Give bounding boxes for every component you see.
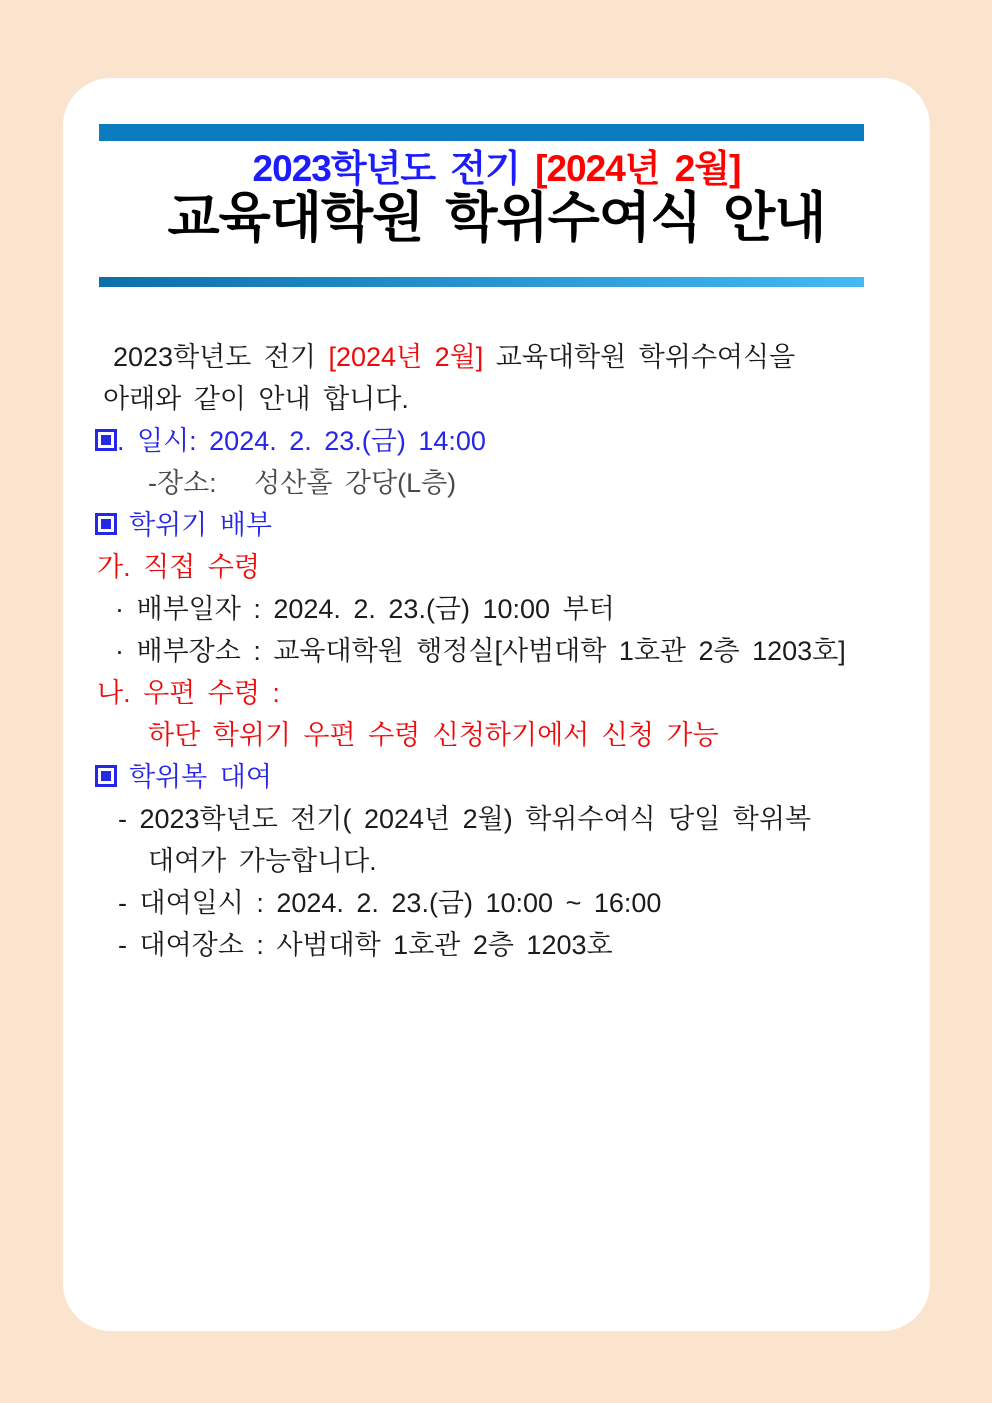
rental-place-line: - 대여장소 : 사범대학 1호관 2층 1203호 bbox=[118, 930, 613, 960]
main-title: 교육대학원 학위수여식 안내 bbox=[167, 188, 826, 248]
intro-line-2: 아래와 같이 안내 합니다. bbox=[103, 384, 409, 414]
subtitle-date: [2024년 2월] bbox=[535, 148, 741, 189]
rental-time-line: - 대여일시 : 2024. 2. 23.(금) 10:00 ~ 16:00 bbox=[118, 888, 662, 918]
subtitle-term: 2023학년도 전기 bbox=[252, 148, 520, 189]
datetime-text: . 일시: 2024. 2. 23.(금) 14:00 bbox=[117, 426, 486, 456]
diploma-section-title: 학위기 배부 bbox=[129, 510, 272, 540]
intro-line-1-red: [2024년 2월] bbox=[328, 342, 484, 372]
square-bullet-icon bbox=[95, 765, 117, 787]
intro-line-1-pre: 2023학년도 전기 bbox=[113, 342, 316, 372]
distribution-date-line: · 배부일자 : 2024. 2. 23.(금) 10:00 부터 bbox=[115, 594, 615, 624]
gown-line-2: 대여가 가능합니다. bbox=[148, 846, 377, 876]
gown-section-heading bbox=[63, 756, 930, 798]
direct-receipt-heading: 가. 직접 수령 bbox=[97, 552, 260, 582]
datetime-line bbox=[63, 420, 930, 462]
gown-section-title: 학위복 대여 bbox=[129, 762, 272, 792]
top-bar bbox=[99, 124, 864, 141]
place-line: -장소: 성산홀 강당(L층) bbox=[148, 468, 457, 498]
square-bullet-icon bbox=[95, 513, 117, 535]
square-bullet-icon bbox=[95, 429, 117, 451]
notice-card bbox=[63, 78, 930, 1331]
distribution-place-line: · 배부장소 : 교육대학원 행정실[사범대학 1호관 2층 1203호] bbox=[115, 636, 846, 666]
notice-body bbox=[63, 336, 930, 966]
mail-receipt-heading: 나. 우편 수령 : bbox=[97, 678, 280, 708]
gown-line-1: - 2023학년도 전기( 2024년 2월) 학위수여식 당일 학위복 bbox=[118, 804, 812, 834]
diploma-section-heading bbox=[63, 504, 930, 546]
intro-line-1-post: 교육대학원 학위수여식을 bbox=[495, 342, 796, 372]
mail-receipt-note: 하단 학위기 우편 수령 신청하기에서 신청 가능 bbox=[148, 720, 719, 750]
intro-line-1 bbox=[63, 336, 930, 378]
divider-bar bbox=[99, 277, 864, 287]
